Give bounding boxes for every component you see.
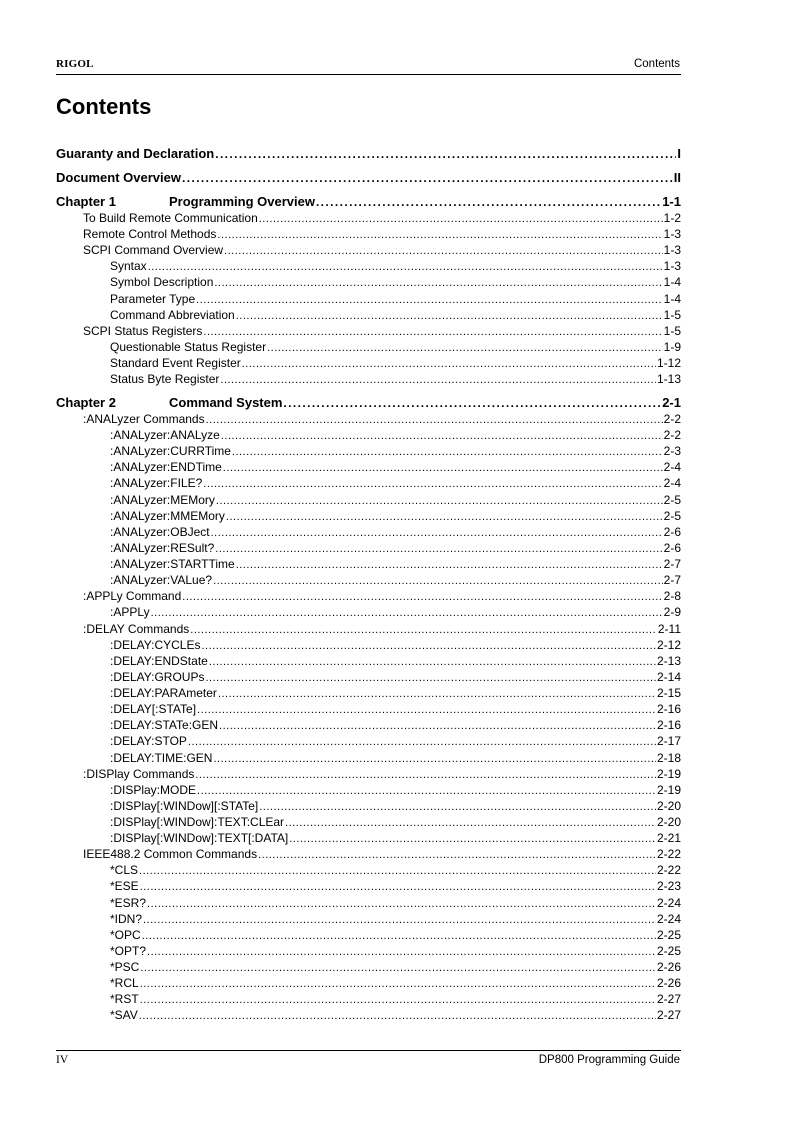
toc-entry[interactable] <box>56 636 681 652</box>
toc-entry[interactable] <box>56 225 681 241</box>
dot-leader <box>143 912 656 926</box>
toc-entry-title: *OPT? <box>110 943 147 958</box>
dot-leader <box>188 734 656 748</box>
toc-entry-page: 2-11 <box>657 621 681 636</box>
dot-leader <box>142 928 656 942</box>
toc-entry[interactable] <box>56 652 681 668</box>
toc-entry-title: IEEE488.2 Common Commands <box>83 847 258 862</box>
dot-leader <box>197 783 656 797</box>
toc-entry-page: 2-6 <box>663 540 681 555</box>
dot-leader <box>206 412 663 426</box>
toc-entry[interactable] <box>56 781 681 797</box>
toc-entry[interactable] <box>56 877 681 893</box>
toc-entry-title: To Build Remote Communication <box>83 211 258 225</box>
toc-entry-title: Status Byte Register <box>110 372 220 386</box>
toc-entry-chapter-2[interactable]: Chapter 2 Command System ..... 2-1 <box>56 394 681 410</box>
toc-entry-title: :DELAY Commands <box>83 621 190 636</box>
toc-entry-title: :ANALyzer:RESult? <box>110 540 215 555</box>
toc-entry-title: Syntax <box>110 259 147 274</box>
toc-entry-title: *ESR? <box>110 895 147 910</box>
toc-entry-title: SCPI Status Registers <box>83 323 203 338</box>
dot-leader <box>242 356 656 370</box>
toc-entry-title: :ANALyzer:STARTTime <box>110 557 235 572</box>
toc-entry-title: :APPLy Command <box>83 589 182 604</box>
dot-leader <box>213 751 656 765</box>
toc-entry-title: :DELAY:ENDState <box>110 653 208 668</box>
dot-leader <box>216 493 663 507</box>
toc-entry[interactable] <box>56 491 681 507</box>
page-footer <box>56 1050 681 1069</box>
toc-entry[interactable] <box>56 716 681 732</box>
dot-leader <box>218 686 656 700</box>
dot-leader <box>203 476 662 490</box>
toc-entry-page: 2-7 <box>663 557 681 572</box>
toc-entry-page: 2-20 <box>656 815 681 829</box>
dot-leader <box>215 541 662 555</box>
toc-entry-page: 1-3 <box>663 227 681 242</box>
toc-entry-page: 1-12 <box>656 355 681 370</box>
toc-entry-title: :ANALyzer:MEMory <box>110 492 215 507</box>
toc-entry-page: 2-4 <box>663 476 681 491</box>
toc-entry[interactable] <box>56 813 681 829</box>
toc-entry-page: 2-7 <box>663 573 681 588</box>
toc-entry-title: Command Abbreviation <box>110 307 235 322</box>
dot-leader <box>221 428 663 442</box>
dot-leader <box>232 444 663 458</box>
toc-entry-page: 2-6 <box>663 524 681 539</box>
toc-entry-page: 2-18 <box>656 750 681 765</box>
footer-page-number: IV <box>56 1054 69 1066</box>
toc-entry-title: *SAV <box>110 1008 138 1023</box>
toc-entry-page: 2-13 <box>656 653 681 668</box>
toc-entry-title: :DELAY:PARAmeter <box>110 686 217 701</box>
dot-leader <box>195 767 656 781</box>
toc-entry[interactable] <box>56 338 681 354</box>
dot-leader <box>259 799 656 813</box>
toc-entry[interactable] <box>56 620 681 636</box>
toc-entry[interactable] <box>56 765 681 781</box>
toc-entry-page: 2-9 <box>663 605 681 620</box>
toc-entry[interactable] <box>56 241 681 257</box>
toc-entry-title: :ANALyzer:MMEMory <box>110 508 225 523</box>
toc-entry[interactable] <box>56 668 681 684</box>
toc-entry[interactable] <box>56 926 681 942</box>
dot-leader <box>147 944 656 958</box>
toc-entry[interactable] <box>56 571 681 587</box>
toc-entry-title: :ANALyzer:ANALyze <box>110 428 220 443</box>
toc-entry-title: :DELAY:CYCLEs <box>110 637 201 652</box>
toc-entry-page: 2-8 <box>663 589 681 604</box>
chapter-label: Chapter 2 <box>56 395 116 410</box>
toc-entry-title: :DELAY:STATe:GEN <box>110 718 219 733</box>
toc-entry-title: :DELAY:TIME:GEN <box>110 750 213 765</box>
dot-leader <box>258 847 656 861</box>
toc-entry[interactable] <box>56 257 681 273</box>
dot-leader <box>148 259 663 273</box>
toc-entry-title: :ANALyzer:VALue? <box>110 573 213 588</box>
toc-entry[interactable] <box>56 861 681 877</box>
toc-entry-page: 1-5 <box>663 323 681 338</box>
toc-entry-page: 2-21 <box>656 831 681 846</box>
page-header <box>56 58 681 75</box>
chapter-label: Chapter 1 <box>56 194 116 209</box>
toc-entry[interactable] <box>56 684 681 700</box>
toc-entry[interactable] <box>56 306 681 322</box>
toc-entry[interactable] <box>56 523 681 539</box>
toc-entry-page: 2-2 <box>663 428 681 443</box>
toc-entry[interactable] <box>56 910 681 926</box>
toc-entry-title: :DISPlay Commands <box>83 766 195 781</box>
dot-leader <box>217 227 662 241</box>
dot-leader <box>139 863 656 877</box>
toc-entry[interactable] <box>56 587 681 603</box>
toc-entry-title: :ANALyzer:ENDTime <box>110 460 222 475</box>
toc-entry-title: *IDN? <box>110 911 143 926</box>
toc-entry-page: 2-16 <box>656 702 681 717</box>
toc-entry-page: 2-16 <box>656 718 681 733</box>
toc-entry-page: 1-13 <box>656 372 681 386</box>
toc-entry-overview[interactable]: Document Overview ..... II <box>56 169 681 185</box>
toc-entry[interactable] <box>56 990 681 1006</box>
dot-leader <box>201 638 655 652</box>
toc-entry[interactable] <box>56 458 681 474</box>
footer-guide-title: DP800 Programming Guide <box>538 1054 680 1066</box>
toc-entry-page: 1-4 <box>663 275 681 290</box>
toc-entry-page: 2-22 <box>656 863 681 878</box>
dot-leader <box>140 976 656 990</box>
toc-entry-page: 1-4 <box>663 291 681 306</box>
dot-leader <box>289 831 656 845</box>
toc-entry-page: 2-25 <box>656 943 681 958</box>
dot-leader <box>205 670 655 684</box>
toc-entry-page: 2-23 <box>656 879 681 894</box>
toc-entry-page: 2-2 <box>663 412 681 426</box>
toc-entry-title: :DELAY:STOP <box>110 734 187 749</box>
toc-entry-page: 2-12 <box>656 637 681 652</box>
toc-entry-guaranty[interactable]: Guaranty and Declaration ..... I <box>56 145 681 161</box>
toc-entry-page: 1-2 <box>663 211 681 225</box>
toc-entry-chapter-1[interactable]: Chapter 1 Programming Overview ..... 1-1 <box>56 193 681 209</box>
toc-entry-title: :ANALyzer:OBJect <box>110 524 210 539</box>
toc-entry-title: *OPC <box>110 927 141 942</box>
toc-entry-page: 2-20 <box>656 798 681 813</box>
toc-entry-title: *RST <box>110 992 139 1007</box>
toc-entry[interactable] <box>56 845 681 861</box>
toc-entry-page: 2-14 <box>656 669 681 684</box>
dot-leader <box>196 292 663 306</box>
toc-entry[interactable] <box>56 539 681 555</box>
toc-entry[interactable] <box>56 370 681 386</box>
toc-entry[interactable] <box>56 829 681 845</box>
header-section: Contents <box>633 58 680 70</box>
toc-entry-page: 2-5 <box>663 508 681 523</box>
dot-leader <box>267 340 663 354</box>
toc-entry-title: *ESE <box>110 879 139 894</box>
dot-leader <box>214 275 662 289</box>
toc-entry-page: 2-19 <box>656 782 681 797</box>
dot-leader <box>190 622 657 636</box>
toc-entry[interactable] <box>56 603 681 619</box>
toc-entry-page: 2-27 <box>656 992 681 1007</box>
toc-entry-title: :DELAY[:STATe] <box>110 702 197 717</box>
toc-entry[interactable] <box>56 290 681 306</box>
dot-leader <box>211 525 663 539</box>
toc-entry-title: :DISPlay[:WINDow]:TEXT[:DATA] <box>110 831 289 846</box>
dot-leader <box>197 702 656 716</box>
dot-leader <box>140 992 656 1006</box>
dot-leader <box>223 460 663 474</box>
dot-leader <box>140 960 656 974</box>
toc-entry-page: 2-19 <box>656 766 681 781</box>
toc-entry[interactable] <box>56 894 681 910</box>
toc-entry-title: Parameter Type <box>110 291 196 306</box>
toc-entry-title: :DISPlay[:WINDow][:STATe] <box>110 798 259 813</box>
dot-leader <box>140 879 656 893</box>
toc-entry[interactable] <box>56 749 681 765</box>
dot-leader <box>219 718 656 732</box>
toc-entry[interactable] <box>56 958 681 974</box>
dot-leader <box>285 815 656 829</box>
toc-entry-page: 2-25 <box>656 927 681 942</box>
dot-leader <box>236 308 663 322</box>
toc-entry-page: 2-27 <box>656 1008 681 1023</box>
toc-entry-page: 2-26 <box>656 960 681 975</box>
toc-entry[interactable] <box>56 700 681 716</box>
toc-entry-title: *RCL <box>110 976 139 991</box>
toc-entry-title: :DISPlay:MODE <box>110 782 197 797</box>
dot-leader <box>182 589 662 603</box>
dot-leader <box>224 243 663 257</box>
toc-entry-title: :DISPlay[:WINDow]:TEXT:CLEar <box>110 815 285 829</box>
dot-leader <box>151 605 663 619</box>
toc-entry-title: :ANALyzer:CURRTime <box>110 444 231 459</box>
toc-entry[interactable] <box>56 410 681 426</box>
toc-entry-page: 2-3 <box>663 444 681 459</box>
dot-leader <box>147 896 656 910</box>
dot-leader <box>220 372 656 386</box>
toc-entry-title: Questionable Status Register <box>110 339 267 354</box>
toc-entry[interactable] <box>56 507 681 523</box>
toc-entry-page: 2-22 <box>656 847 681 862</box>
toc-entry[interactable] <box>56 732 681 748</box>
toc-entry[interactable] <box>56 942 681 958</box>
dot-leader <box>203 324 662 338</box>
toc-entry-title: :APPLy <box>110 605 150 620</box>
dot-leader <box>209 654 656 668</box>
toc-entry[interactable] <box>56 442 681 458</box>
toc-entry-page: 1-3 <box>663 243 681 258</box>
toc-entry[interactable] <box>56 322 681 338</box>
brand-logo: RIGOL <box>56 58 94 70</box>
toc-entry[interactable] <box>56 354 681 370</box>
toc-entry-page: 2-17 <box>656 734 681 749</box>
toc-entry-page: 2-24 <box>656 911 681 926</box>
toc-entry[interactable] <box>56 426 681 442</box>
toc-entry[interactable] <box>56 974 681 990</box>
toc-entry-title: :ANALyzer Commands <box>83 412 205 426</box>
page-title: Contents <box>56 94 152 119</box>
toc-entry-page: 2-4 <box>663 460 681 475</box>
toc-entry[interactable] <box>56 474 681 490</box>
toc-entry-title: SCPI Command Overview <box>83 243 224 258</box>
toc-entry-page: 1-9 <box>663 339 681 354</box>
toc-entry-title: Remote Control Methods <box>83 227 217 242</box>
toc-entry-title: *CLS <box>110 863 139 878</box>
toc-entry[interactable] <box>56 797 681 813</box>
toc-entry[interactable] <box>56 555 681 571</box>
toc-entry-title: *PSC <box>110 960 140 975</box>
toc-entry-page: 1-3 <box>663 259 681 274</box>
toc-entry-title: :DELAY:GROUPs <box>110 669 205 684</box>
dot-leader <box>259 211 663 225</box>
toc-entry[interactable] <box>56 209 681 225</box>
toc-entry[interactable] <box>56 1006 681 1022</box>
toc-entry-page: 2-26 <box>656 976 681 991</box>
toc-entry-page: 2-5 <box>663 492 681 507</box>
dot-leader <box>139 1008 656 1022</box>
dot-leader <box>226 509 663 523</box>
dot-leader <box>236 557 663 571</box>
toc-entry-title: Symbol Description <box>110 275 214 290</box>
toc-entry-title: Standard Event Register <box>110 355 241 370</box>
toc-entry-page: 2-24 <box>656 895 681 910</box>
toc-entry-page: 1-5 <box>663 307 681 322</box>
toc-entry-title: :ANALyzer:FILE? <box>110 476 203 491</box>
toc-entry-page: 2-15 <box>656 686 681 701</box>
toc-entry[interactable] <box>56 273 681 289</box>
dot-leader <box>213 573 663 587</box>
